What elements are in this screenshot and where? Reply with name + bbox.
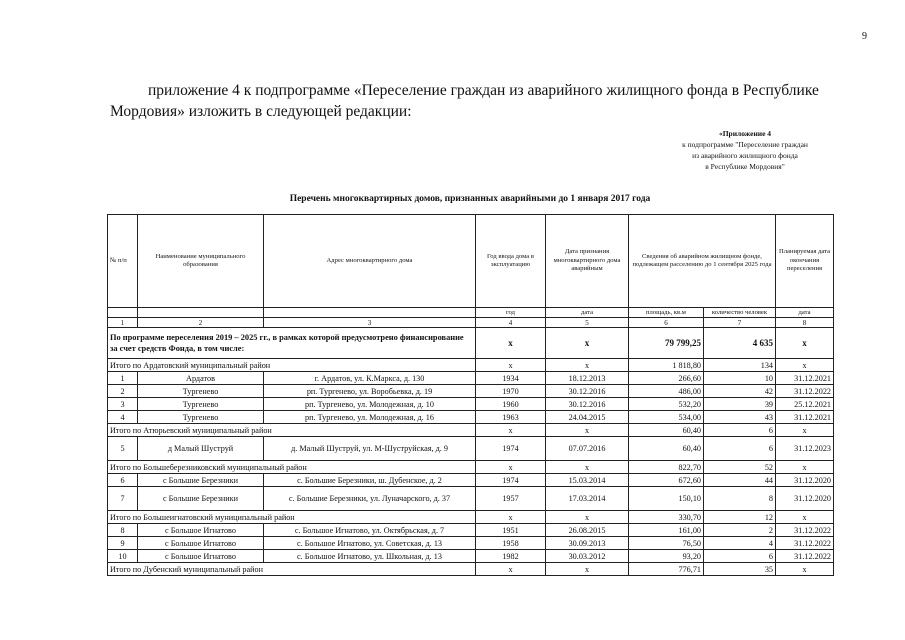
subheader-empty-1: [108, 308, 138, 318]
row-num: 6: [108, 474, 138, 487]
subheader-plan-date: дата: [776, 308, 834, 318]
subheader-people: количество человек: [704, 308, 776, 318]
subtotal-plan: x: [776, 424, 834, 437]
subheader-empty-3: [264, 308, 476, 318]
row-municipality: д Малый Шуструй: [138, 437, 264, 461]
row-people: 44: [704, 474, 776, 487]
house-row: [108, 537, 834, 550]
row-area: 532,20: [629, 398, 704, 411]
subtotal-people: 6: [704, 424, 776, 437]
house-row: [108, 398, 834, 411]
subtotal-people: 12: [704, 511, 776, 524]
house-row: [108, 385, 834, 398]
row-year: 1974: [476, 437, 546, 461]
row-year: 1970: [476, 385, 546, 398]
program-total-year: x: [476, 328, 546, 359]
row-plan: 31.12.2022: [776, 524, 834, 537]
row-date: 17.03.2014: [546, 487, 629, 511]
house-row: [108, 474, 834, 487]
row-year: 1957: [476, 487, 546, 511]
program-total-people: 4 635: [704, 328, 776, 359]
header-year: Год ввода дома в эксплуатацию: [476, 215, 546, 308]
row-address: с. Большое Игнатово, ул. Школьная, д. 13: [264, 550, 476, 563]
subtotal-label: Итого по Дубенский муниципальный район: [108, 563, 476, 576]
row-num: 2: [108, 385, 138, 398]
column-number: 7: [704, 318, 776, 328]
row-num: 5: [108, 437, 138, 461]
row-municipality: Тургенево: [138, 411, 264, 424]
header-planned: Планируемая дата окончания переселения: [776, 215, 834, 308]
header-num: № п/п: [108, 215, 138, 308]
subtotal-date: x: [546, 359, 629, 372]
row-num: 3: [108, 398, 138, 411]
appendix-line-3: из аварийного жилищного фонда: [692, 151, 798, 160]
district-subtotal-row: [108, 461, 834, 474]
row-year: 1958: [476, 537, 546, 550]
district-subtotal-row: [108, 563, 834, 576]
row-municipality: Тургенево: [138, 385, 264, 398]
appendix-reference: [640, 128, 850, 172]
row-date: 24.04.2015: [546, 411, 629, 424]
subtotal-area: 776,71: [629, 563, 704, 576]
row-people: 4: [704, 537, 776, 550]
district-subtotal-row: [108, 359, 834, 372]
row-plan: 31.12.2020: [776, 487, 834, 511]
row-municipality: с Большие Березники: [138, 474, 264, 487]
row-num: 4: [108, 411, 138, 424]
row-municipality: с Большое Игнатово: [138, 524, 264, 537]
subtotal-plan: x: [776, 511, 834, 524]
header-info: Сведения об аварийном жилищном фонде, подлежащем расселению до 1 сентября 2025 года: [629, 215, 776, 308]
row-year: 1960: [476, 398, 546, 411]
column-number: 2: [138, 318, 264, 328]
row-date: 26.08.2015: [546, 524, 629, 537]
subtotal-people: 35: [704, 563, 776, 576]
row-municipality: с Большие Березники: [138, 487, 264, 511]
row-address: с. Большие Березники, ул. Луначарского, д. 37: [264, 487, 476, 511]
row-date: 30.12.2016: [546, 398, 629, 411]
subtotal-area: 822,70: [629, 461, 704, 474]
list-title: Перечень многоквартирных домов, признанных аварийными до 1 января 2017 года: [289, 194, 651, 204]
row-municipality: Тургенево: [138, 398, 264, 411]
house-row: [108, 411, 834, 424]
subtotal-year: x: [476, 424, 546, 437]
house-row: [108, 487, 834, 511]
row-plan: 31.12.2023: [776, 437, 834, 461]
row-plan: 31.12.2020: [776, 474, 834, 487]
row-municipality: с Большое Игнатово: [138, 550, 264, 563]
row-num: 9: [108, 537, 138, 550]
row-plan: 31.12.2022: [776, 550, 834, 563]
row-people: 43: [704, 411, 776, 424]
column-number: 6: [629, 318, 704, 328]
row-address: рп. Тургенево, ул. Молодежная, д. 10: [264, 398, 476, 411]
house-row: [108, 372, 834, 385]
house-row: [108, 524, 834, 537]
subtotal-label: Итого по Большеигнатовский муниципальный район: [108, 511, 476, 524]
row-date: 15.03.2014: [546, 474, 629, 487]
subheader-date: дата: [546, 308, 629, 318]
subtotal-date: x: [546, 563, 629, 576]
row-area: 76,50: [629, 537, 704, 550]
subtotal-area: 330,70: [629, 511, 704, 524]
column-number: 1: [108, 318, 138, 328]
subtotal-date: x: [546, 511, 629, 524]
column-number: 4: [476, 318, 546, 328]
row-people: 2: [704, 524, 776, 537]
row-year: 1974: [476, 474, 546, 487]
appendix-line-1: «Приложение 4: [718, 129, 772, 138]
row-area: 161,00: [629, 524, 704, 537]
subtotal-year: x: [476, 563, 546, 576]
district-subtotal-row: [108, 424, 834, 437]
header-municipality: Наименование муниципального образования: [138, 215, 264, 308]
subtotal-year: x: [476, 461, 546, 474]
row-plan: 31.12.2021: [776, 411, 834, 424]
column-number: 3: [264, 318, 476, 328]
row-area: 93,20: [629, 550, 704, 563]
row-num: 8: [108, 524, 138, 537]
row-address: рп. Тургенево, ул. Воробьевка, д. 19: [264, 385, 476, 398]
subtotal-people: 52: [704, 461, 776, 474]
program-total-date: x: [546, 328, 629, 359]
subtotal-area: 1 818,80: [629, 359, 704, 372]
header-address: Адрес многоквартирного дома: [264, 215, 476, 308]
row-address: с. Большое Игнатово, ул. Советская, д. 13: [264, 537, 476, 550]
subtotal-plan: x: [776, 563, 834, 576]
district-subtotal-row: [108, 511, 834, 524]
subtotal-plan: x: [776, 461, 834, 474]
row-area: 60,40: [629, 437, 704, 461]
row-people: 6: [704, 437, 776, 461]
row-address: рп. Тургенево, ул. Молодежная, д. 16: [264, 411, 476, 424]
row-plan: 25.12.2021: [776, 398, 834, 411]
subtotal-label: Итого по Атюрьевский муниципальный район: [108, 424, 476, 437]
row-area: 534,00: [629, 411, 704, 424]
row-year: 1963: [476, 411, 546, 424]
appendix-line-4: в Республике Мордовия": [705, 162, 785, 171]
subheader-empty-2: [138, 308, 264, 318]
row-address: г. Ардатов, ул. К.Маркса, д. 130: [264, 372, 476, 385]
row-area: 672,60: [629, 474, 704, 487]
row-date: 18.12.2013: [546, 372, 629, 385]
column-number: 5: [546, 318, 629, 328]
row-people: 10: [704, 372, 776, 385]
row-year: 1982: [476, 550, 546, 563]
row-date: 30.09.2013: [546, 537, 629, 550]
row-num: 7: [108, 487, 138, 511]
program-total-plan: x: [776, 328, 834, 359]
housing-table: [107, 214, 834, 576]
column-number: 8: [776, 318, 834, 328]
subtotal-label: Итого по Большеберезниковский муниципальный район: [108, 461, 476, 474]
program-total-label: По программе переселения 2019 – 2025 гг., в рамках которой предусмотрено финансирование за счет средств Фонда, в том числе:: [108, 328, 476, 359]
row-area: 486,00: [629, 385, 704, 398]
row-area: 150,10: [629, 487, 704, 511]
row-year: 1934: [476, 372, 546, 385]
program-total-area: 79 799,25: [629, 328, 704, 359]
header-date-recognized: Дата признания многоквартирного дома аварийным: [546, 215, 629, 308]
appendix-line-2: к подпрограмме "Переселение граждан: [682, 140, 808, 149]
page-number: 9: [862, 31, 867, 42]
row-area: 266,60: [629, 372, 704, 385]
row-num: 1: [108, 372, 138, 385]
row-plan: 31.12.2021: [776, 372, 834, 385]
subtotal-year: x: [476, 359, 546, 372]
row-municipality: Ардатов: [138, 372, 264, 385]
row-plan: 31.12.2022: [776, 537, 834, 550]
row-people: 8: [704, 487, 776, 511]
row-date: 30.12.2016: [546, 385, 629, 398]
row-year: 1951: [476, 524, 546, 537]
subtotal-people: 134: [704, 359, 776, 372]
subtotal-label: Итого по Ардатовский муниципальный район: [108, 359, 476, 372]
intro-paragraph: приложение 4 к подпрограмме «Переселение граждан из аварийного жилищного фонда в Республике Мордовия» изложить в следующей редакции:: [110, 82, 819, 120]
subtotal-year: x: [476, 511, 546, 524]
row-num: 10: [108, 550, 138, 563]
row-municipality: с Большое Игнатово: [138, 537, 264, 550]
row-address: с. Большие Березники, ш. Дубенское, д. 2: [264, 474, 476, 487]
subheader-area: площадь, кв.м: [629, 308, 704, 318]
row-date: 30.03.2012: [546, 550, 629, 563]
house-row: [108, 550, 834, 563]
row-people: 6: [704, 550, 776, 563]
row-people: 42: [704, 385, 776, 398]
row-address: д. Малый Шуструй, ул. М-Шуструйская, д. 9: [264, 437, 476, 461]
row-people: 39: [704, 398, 776, 411]
house-row: [108, 437, 834, 461]
program-total-row: [108, 328, 834, 359]
subtotal-date: x: [546, 461, 629, 474]
subtotal-area: 60,40: [629, 424, 704, 437]
subtotal-plan: x: [776, 359, 834, 372]
row-date: 07.07.2016: [546, 437, 629, 461]
subheader-year: год: [476, 308, 546, 318]
row-address: с. Большое Игнатово, ул. Октябрьская, д. 7: [264, 524, 476, 537]
row-plan: 31.12.2022: [776, 385, 834, 398]
subtotal-date: x: [546, 424, 629, 437]
